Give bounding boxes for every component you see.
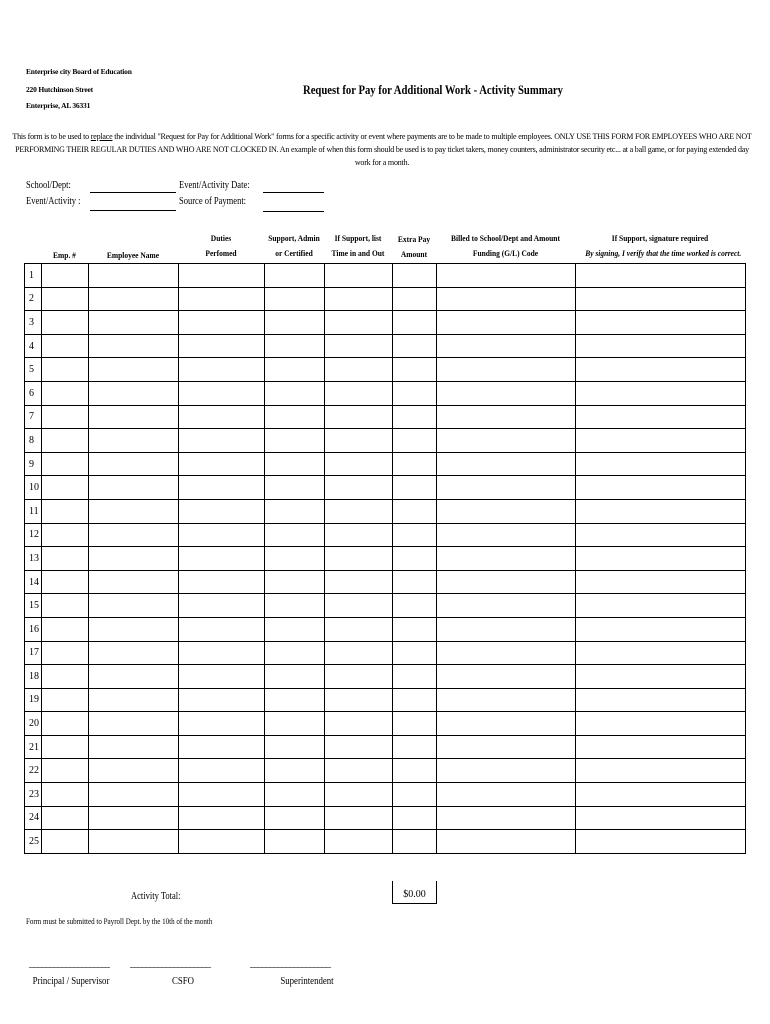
cell-name[interactable] bbox=[89, 429, 179, 453]
cell-duties[interactable] bbox=[179, 358, 265, 382]
cell-time[interactable] bbox=[325, 665, 393, 689]
cell-name[interactable] bbox=[89, 287, 179, 311]
cell-emp[interactable] bbox=[42, 429, 89, 453]
cell-duties[interactable] bbox=[179, 334, 265, 358]
cell-support[interactable] bbox=[265, 806, 325, 830]
table-row bbox=[25, 665, 746, 689]
cell-pay[interactable] bbox=[393, 665, 437, 689]
cell-billed[interactable] bbox=[437, 476, 576, 500]
row-number: 7 bbox=[25, 405, 42, 429]
row-number: 23 bbox=[25, 783, 42, 807]
cell-time[interactable] bbox=[325, 429, 393, 453]
cell-emp[interactable] bbox=[42, 476, 89, 500]
col-duties-header-2: Perfomed bbox=[205, 248, 237, 258]
org-street: 220 Hutchinson Street bbox=[26, 85, 93, 94]
principal-signature-line[interactable]: ____________________ bbox=[29, 958, 109, 969]
cell-billed[interactable] bbox=[437, 735, 576, 759]
cell-name[interactable] bbox=[89, 688, 179, 712]
row-number: 12 bbox=[25, 523, 42, 547]
cell-pay[interactable] bbox=[393, 547, 437, 571]
cell-time[interactable] bbox=[325, 712, 393, 736]
principal-signature-label: Principal / Supervisor bbox=[32, 976, 110, 987]
col-billed-header-1: Billed to School/Dept and Amount bbox=[451, 233, 560, 243]
cell-emp[interactable] bbox=[42, 665, 89, 689]
superintendent-signature-line[interactable]: ____________________ bbox=[250, 958, 330, 969]
cell-name[interactable] bbox=[89, 570, 179, 594]
cell-signature[interactable] bbox=[576, 287, 746, 311]
cell-billed[interactable] bbox=[437, 381, 576, 405]
cell-time[interactable] bbox=[325, 547, 393, 571]
col-sig-header-2: By signing, I verify that the time worked is correct. bbox=[585, 248, 742, 258]
col-pay-header-1: Extra Pay bbox=[397, 234, 431, 244]
cell-pay[interactable] bbox=[393, 688, 437, 712]
cell-name[interactable] bbox=[89, 523, 179, 547]
cell-duties[interactable] bbox=[179, 594, 265, 618]
table-row bbox=[25, 712, 746, 736]
cell-pay[interactable] bbox=[393, 358, 437, 382]
cell-duties[interactable] bbox=[179, 476, 265, 500]
cell-name[interactable] bbox=[89, 547, 179, 571]
cell-name[interactable] bbox=[89, 830, 179, 854]
cell-signature[interactable] bbox=[576, 476, 746, 500]
cell-time[interactable] bbox=[325, 594, 393, 618]
cell-support[interactable] bbox=[265, 405, 325, 429]
row-number: 18 bbox=[25, 665, 42, 689]
cell-signature[interactable] bbox=[576, 830, 746, 854]
table-row bbox=[25, 358, 746, 382]
cell-duties[interactable] bbox=[179, 712, 265, 736]
cell-billed[interactable] bbox=[437, 311, 576, 335]
cell-duties[interactable] bbox=[179, 452, 265, 476]
cell-time[interactable] bbox=[325, 783, 393, 807]
cell-emp[interactable] bbox=[42, 570, 89, 594]
source-payment-field[interactable] bbox=[263, 211, 324, 212]
cell-duties[interactable] bbox=[179, 499, 265, 523]
cell-signature[interactable] bbox=[576, 570, 746, 594]
cell-emp[interactable] bbox=[42, 783, 89, 807]
cell-name[interactable] bbox=[89, 759, 179, 783]
cell-billed[interactable] bbox=[437, 499, 576, 523]
cell-support[interactable] bbox=[265, 523, 325, 547]
cell-support[interactable] bbox=[265, 830, 325, 854]
cell-time[interactable] bbox=[325, 759, 393, 783]
source-payment-label: Source of Payment: bbox=[179, 196, 247, 207]
col-billed-header bbox=[436, 231, 575, 261]
table-row bbox=[25, 523, 746, 547]
cell-support[interactable] bbox=[265, 358, 325, 382]
cell-name[interactable] bbox=[89, 806, 179, 830]
cell-billed[interactable] bbox=[437, 334, 576, 358]
cell-time[interactable] bbox=[325, 287, 393, 311]
event-activity-field[interactable] bbox=[90, 210, 176, 211]
row-number: 8 bbox=[25, 429, 42, 453]
cell-emp[interactable] bbox=[42, 641, 89, 665]
cell-duties[interactable] bbox=[179, 806, 265, 830]
cell-emp[interactable] bbox=[42, 264, 89, 288]
row-number: 25 bbox=[25, 830, 42, 854]
cell-billed[interactable] bbox=[437, 429, 576, 453]
cell-billed[interactable] bbox=[437, 523, 576, 547]
cell-duties[interactable] bbox=[179, 405, 265, 429]
cell-time[interactable] bbox=[325, 523, 393, 547]
cell-time[interactable] bbox=[325, 358, 393, 382]
org-city: Enterprise, AL 36331 bbox=[26, 101, 91, 110]
cell-signature[interactable] bbox=[576, 665, 746, 689]
row-number: 1 bbox=[25, 264, 42, 288]
cell-pay[interactable] bbox=[393, 381, 437, 405]
employee-table bbox=[24, 263, 746, 854]
cell-time[interactable] bbox=[325, 381, 393, 405]
row-number: 22 bbox=[25, 759, 42, 783]
cell-emp[interactable] bbox=[42, 523, 89, 547]
col-time-header bbox=[324, 231, 392, 261]
row-number: 6 bbox=[25, 381, 42, 405]
cell-signature[interactable] bbox=[576, 311, 746, 335]
cell-billed[interactable] bbox=[437, 712, 576, 736]
cell-signature[interactable] bbox=[576, 264, 746, 288]
event-date-field[interactable] bbox=[263, 192, 324, 193]
cell-emp[interactable] bbox=[42, 594, 89, 618]
cell-name[interactable] bbox=[89, 665, 179, 689]
cell-signature[interactable] bbox=[576, 759, 746, 783]
cell-emp[interactable] bbox=[42, 311, 89, 335]
csfo-signature-line[interactable]: ____________________ bbox=[130, 958, 210, 969]
row-number: 16 bbox=[25, 617, 42, 641]
cell-emp[interactable] bbox=[42, 334, 89, 358]
cell-duties[interactable] bbox=[179, 311, 265, 335]
cell-emp[interactable] bbox=[42, 381, 89, 405]
cell-support[interactable] bbox=[265, 287, 325, 311]
cell-emp[interactable] bbox=[42, 735, 89, 759]
cell-pay[interactable] bbox=[393, 499, 437, 523]
cell-duties[interactable] bbox=[179, 759, 265, 783]
activity-total-label: Activity Total: bbox=[131, 891, 181, 902]
cell-emp[interactable] bbox=[42, 287, 89, 311]
cell-billed[interactable] bbox=[437, 759, 576, 783]
cell-signature[interactable] bbox=[576, 523, 746, 547]
row-number: 9 bbox=[25, 452, 42, 476]
row-number: 3 bbox=[25, 311, 42, 335]
table-row bbox=[25, 381, 746, 405]
cell-emp[interactable] bbox=[42, 452, 89, 476]
row-number: 20 bbox=[25, 712, 42, 736]
cell-billed[interactable] bbox=[437, 547, 576, 571]
col-pay-header bbox=[392, 232, 436, 262]
cell-pay[interactable] bbox=[393, 641, 437, 665]
cell-emp[interactable] bbox=[42, 830, 89, 854]
cell-support[interactable] bbox=[265, 334, 325, 358]
cell-pay[interactable] bbox=[393, 830, 437, 854]
row-number: 11 bbox=[25, 499, 42, 523]
cell-signature[interactable] bbox=[576, 806, 746, 830]
table-row bbox=[25, 334, 746, 358]
cell-time[interactable] bbox=[325, 830, 393, 854]
table-row bbox=[25, 806, 746, 830]
cell-support[interactable] bbox=[265, 264, 325, 288]
event-date-label: Event/Activity Date: bbox=[179, 180, 250, 191]
cell-name[interactable] bbox=[89, 617, 179, 641]
col-sig-header bbox=[575, 231, 745, 261]
cell-duties[interactable] bbox=[179, 783, 265, 807]
cell-duties[interactable] bbox=[179, 547, 265, 571]
row-number: 17 bbox=[25, 641, 42, 665]
cell-signature[interactable] bbox=[576, 712, 746, 736]
cell-name[interactable] bbox=[89, 334, 179, 358]
instructions-post: the individual "Request for Pay for Additional Work" forms for a specific activity or event where payments are to be made to multiple employees. ONLY USE THIS FORM FOR EMPLOYEES WHO ARE NOT PERFORMING THEIR REGULAR DUTIES AND WHO ARE NOT CLOCKED IN. An example of when this form should be used is to pay ticket takers, money counters, administrator security etc... at a ball game, or for paying extended day work for a month. bbox=[15, 132, 752, 167]
cell-emp[interactable] bbox=[42, 759, 89, 783]
cell-duties[interactable] bbox=[179, 617, 265, 641]
cell-signature[interactable] bbox=[576, 334, 746, 358]
cell-billed[interactable] bbox=[437, 617, 576, 641]
cell-name[interactable] bbox=[89, 358, 179, 382]
col-time-header-1: If Support, list bbox=[334, 233, 382, 243]
col-sig-header-1: If Support, signature required bbox=[611, 233, 709, 243]
cell-signature[interactable] bbox=[576, 381, 746, 405]
cell-billed[interactable] bbox=[437, 783, 576, 807]
cell-pay[interactable] bbox=[393, 570, 437, 594]
org-name: Enterprise city Board of Education bbox=[26, 67, 132, 76]
table-row bbox=[25, 429, 746, 453]
cell-support[interactable] bbox=[265, 712, 325, 736]
cell-billed[interactable] bbox=[437, 594, 576, 618]
cell-pay[interactable] bbox=[393, 783, 437, 807]
cell-billed[interactable] bbox=[437, 806, 576, 830]
table-row bbox=[25, 830, 746, 854]
table-row bbox=[25, 735, 746, 759]
table-row bbox=[25, 405, 746, 429]
cell-name[interactable] bbox=[89, 499, 179, 523]
cell-duties[interactable] bbox=[179, 287, 265, 311]
table-row bbox=[25, 547, 746, 571]
cell-support[interactable] bbox=[265, 688, 325, 712]
cell-time[interactable] bbox=[325, 641, 393, 665]
cell-support[interactable] bbox=[265, 429, 325, 453]
cell-name[interactable] bbox=[89, 405, 179, 429]
cell-duties[interactable] bbox=[179, 830, 265, 854]
cell-name[interactable] bbox=[89, 264, 179, 288]
cell-billed[interactable] bbox=[437, 688, 576, 712]
table-row bbox=[25, 759, 746, 783]
cell-duties[interactable] bbox=[179, 665, 265, 689]
cell-time[interactable] bbox=[325, 570, 393, 594]
col-name-header: Employee Name bbox=[106, 250, 160, 260]
cell-billed[interactable] bbox=[437, 665, 576, 689]
csfo-signature-label: CSFO bbox=[171, 976, 194, 987]
row-number: 14 bbox=[25, 570, 42, 594]
cell-billed[interactable] bbox=[437, 452, 576, 476]
cell-pay[interactable] bbox=[393, 264, 437, 288]
cell-time[interactable] bbox=[325, 688, 393, 712]
cell-signature[interactable] bbox=[576, 429, 746, 453]
cell-signature[interactable] bbox=[576, 452, 746, 476]
cell-pay[interactable] bbox=[393, 806, 437, 830]
cell-emp[interactable] bbox=[42, 688, 89, 712]
cell-name[interactable] bbox=[89, 381, 179, 405]
cell-emp[interactable] bbox=[42, 358, 89, 382]
cell-support[interactable] bbox=[265, 452, 325, 476]
table-row bbox=[25, 641, 746, 665]
cell-billed[interactable] bbox=[437, 641, 576, 665]
cell-signature[interactable] bbox=[576, 405, 746, 429]
cell-emp[interactable] bbox=[42, 806, 89, 830]
table-row bbox=[25, 688, 746, 712]
activity-total-value: $0.00 bbox=[392, 881, 437, 904]
cell-billed[interactable] bbox=[437, 405, 576, 429]
instructions-pre: This form is to be used to bbox=[12, 132, 91, 141]
cell-time[interactable] bbox=[325, 476, 393, 500]
instructions bbox=[12, 130, 752, 169]
cell-name[interactable] bbox=[89, 311, 179, 335]
row-number: 21 bbox=[25, 735, 42, 759]
col-emp-header: Emp. # bbox=[53, 250, 76, 260]
cell-pay[interactable] bbox=[393, 712, 437, 736]
col-support-header-2: or Certified bbox=[275, 248, 313, 258]
table-row bbox=[25, 311, 746, 335]
cell-pay[interactable] bbox=[393, 594, 437, 618]
cell-support[interactable] bbox=[265, 381, 325, 405]
submission-note: Form must be submitted to Payroll Dept. by the 10th of the month bbox=[26, 917, 213, 926]
cell-name[interactable] bbox=[89, 712, 179, 736]
cell-signature[interactable] bbox=[576, 735, 746, 759]
cell-name[interactable] bbox=[89, 452, 179, 476]
table-row bbox=[25, 452, 746, 476]
table-row bbox=[25, 783, 746, 807]
table-row bbox=[25, 476, 746, 500]
cell-support[interactable] bbox=[265, 665, 325, 689]
cell-support[interactable] bbox=[265, 594, 325, 618]
table-row bbox=[25, 287, 746, 311]
cell-billed[interactable] bbox=[437, 358, 576, 382]
cell-pay[interactable] bbox=[393, 476, 437, 500]
cell-support[interactable] bbox=[265, 617, 325, 641]
cell-support[interactable] bbox=[265, 570, 325, 594]
cell-duties[interactable] bbox=[179, 735, 265, 759]
col-time-header-2: Time in and Out bbox=[331, 248, 385, 258]
table-row bbox=[25, 594, 746, 618]
row-number: 24 bbox=[25, 806, 42, 830]
cell-billed[interactable] bbox=[437, 830, 576, 854]
superintendent-signature-label: Superintendent bbox=[280, 976, 334, 987]
row-number: 10 bbox=[25, 476, 42, 500]
cell-support[interactable] bbox=[265, 311, 325, 335]
cell-pay[interactable] bbox=[393, 523, 437, 547]
col-duties-header-1: Duties bbox=[210, 233, 232, 243]
cell-support[interactable] bbox=[265, 641, 325, 665]
cell-name[interactable] bbox=[89, 641, 179, 665]
row-number: 4 bbox=[25, 334, 42, 358]
cell-billed[interactable] bbox=[437, 264, 576, 288]
cell-name[interactable] bbox=[89, 735, 179, 759]
cell-pay[interactable] bbox=[393, 311, 437, 335]
cell-time[interactable] bbox=[325, 735, 393, 759]
row-number: 15 bbox=[25, 594, 42, 618]
col-pay-header-2: Amount bbox=[400, 249, 428, 259]
cell-pay[interactable] bbox=[393, 429, 437, 453]
cell-support[interactable] bbox=[265, 783, 325, 807]
cell-signature[interactable] bbox=[576, 358, 746, 382]
cell-duties[interactable] bbox=[179, 264, 265, 288]
cell-signature[interactable] bbox=[576, 499, 746, 523]
form-title: Request for Pay for Additional Work - Activity Summary bbox=[303, 82, 563, 97]
cell-duties[interactable] bbox=[179, 523, 265, 547]
cell-time[interactable] bbox=[325, 617, 393, 641]
cell-duties[interactable] bbox=[179, 688, 265, 712]
cell-emp[interactable] bbox=[42, 547, 89, 571]
cell-signature[interactable] bbox=[576, 641, 746, 665]
instructions-underlined: replace bbox=[90, 132, 113, 141]
col-support-header-1: Support, Admin bbox=[268, 233, 320, 243]
cell-pay[interactable] bbox=[393, 334, 437, 358]
cell-emp[interactable] bbox=[42, 499, 89, 523]
row-number: 5 bbox=[25, 358, 42, 382]
cell-pay[interactable] bbox=[393, 759, 437, 783]
table-row bbox=[25, 617, 746, 641]
row-number: 2 bbox=[25, 287, 42, 311]
cell-signature[interactable] bbox=[576, 547, 746, 571]
cell-support[interactable] bbox=[265, 499, 325, 523]
col-support-header bbox=[264, 231, 324, 261]
cell-pay[interactable] bbox=[393, 735, 437, 759]
col-billed-header-2: Funding (G/L) Code bbox=[472, 248, 539, 258]
cell-time[interactable] bbox=[325, 806, 393, 830]
cell-time[interactable] bbox=[325, 405, 393, 429]
cell-support[interactable] bbox=[265, 476, 325, 500]
table-row bbox=[25, 499, 746, 523]
col-duties-header bbox=[178, 231, 264, 261]
cell-duties[interactable] bbox=[179, 570, 265, 594]
cell-billed[interactable] bbox=[437, 570, 576, 594]
cell-time[interactable] bbox=[325, 311, 393, 335]
row-number: 19 bbox=[25, 688, 42, 712]
cell-billed[interactable] bbox=[437, 287, 576, 311]
cell-signature[interactable] bbox=[576, 617, 746, 641]
cell-name[interactable] bbox=[89, 783, 179, 807]
cell-support[interactable] bbox=[265, 759, 325, 783]
row-number: 13 bbox=[25, 547, 42, 571]
cell-duties[interactable] bbox=[179, 429, 265, 453]
cell-name[interactable] bbox=[89, 594, 179, 618]
event-activity-label: Event/Activity : bbox=[26, 196, 81, 207]
cell-duties[interactable] bbox=[179, 641, 265, 665]
cell-time[interactable] bbox=[325, 264, 393, 288]
cell-name[interactable] bbox=[89, 476, 179, 500]
cell-support[interactable] bbox=[265, 547, 325, 571]
cell-emp[interactable] bbox=[42, 712, 89, 736]
school-dept-field[interactable] bbox=[90, 192, 176, 193]
cell-time[interactable] bbox=[325, 452, 393, 476]
table-row bbox=[25, 570, 746, 594]
cell-support[interactable] bbox=[265, 735, 325, 759]
cell-signature[interactable] bbox=[576, 783, 746, 807]
cell-emp[interactable] bbox=[42, 617, 89, 641]
cell-pay[interactable] bbox=[393, 452, 437, 476]
cell-pay[interactable] bbox=[393, 617, 437, 641]
cell-time[interactable] bbox=[325, 334, 393, 358]
cell-duties[interactable] bbox=[179, 381, 265, 405]
school-dept-label: School/Dept: bbox=[26, 180, 71, 191]
cell-pay[interactable] bbox=[393, 405, 437, 429]
cell-pay[interactable] bbox=[393, 287, 437, 311]
table-row bbox=[25, 264, 746, 288]
cell-signature[interactable] bbox=[576, 594, 746, 618]
cell-emp[interactable] bbox=[42, 405, 89, 429]
cell-signature[interactable] bbox=[576, 688, 746, 712]
cell-time[interactable] bbox=[325, 499, 393, 523]
